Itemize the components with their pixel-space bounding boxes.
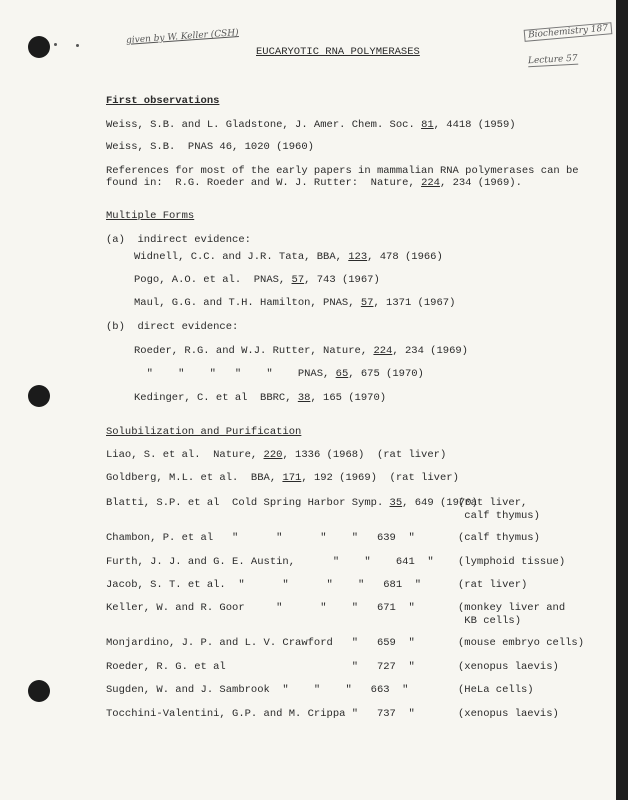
reference: Goldberg, M.L. et al. BBA, 171, 192 (1969) (rat liver) [106, 472, 459, 484]
reference: Roeder, R.G. and W.J. Rutter, Nature, 224, 234 (1969) [134, 345, 468, 357]
reference: Weiss, S.B. PNAS 46, 1020 (1960) [106, 141, 314, 153]
reference: Weiss, S.B. and L. Gladstone, J. Amer. Chem. Soc. 81, 4418 (1959) [106, 119, 516, 131]
reference: Liao, S. et al. Nature, 220, 1336 (1968) (rat liver) [106, 449, 447, 461]
review-note: References for most of the early papers in mammalian RNA polymerases can be [106, 165, 579, 177]
reference: Keller, W. and R. Goor " " " 671 " [106, 602, 415, 614]
reference: " " " " " PNAS, 65, 675 (1970) [134, 368, 424, 380]
reference-note: (xenopus laevis) [458, 708, 559, 720]
section-heading: First observations [106, 95, 220, 107]
page-title: EUCARYOTIC RNA POLYMERASES [256, 46, 420, 58]
handwritten-annotation: Lecture 57 [527, 53, 578, 67]
punch-hole [28, 36, 50, 58]
reference-note: (rat liver) [458, 579, 528, 591]
subsection-label: (b) direct evidence: [106, 321, 239, 333]
reference-note: (rat liver, calf thymus) [458, 497, 540, 522]
handwritten-annotation: given by W. Keller (CSH) [125, 28, 240, 46]
ink-dot [54, 43, 57, 46]
reference: Kedinger, C. et al BBRC, 38, 165 (1970) [134, 392, 387, 404]
reference-note: (HeLa cells) [458, 684, 534, 696]
punch-hole [28, 385, 50, 407]
reference: Tocchini-Valentini, G.P. and M. Crippa " 737 " [106, 708, 415, 720]
reference: Sugden, W. and J. Sambrook " " " 663 " [106, 684, 409, 696]
section-heading: Multiple Forms [106, 210, 195, 222]
reference-note: (xenopus laevis) [458, 661, 559, 673]
subsection-label: (a) indirect evidence: [106, 234, 251, 246]
reference: Furth, J. J. and G. E. Austin, " " 641 " [106, 556, 434, 568]
reference: Jacob, S. T. et al. " " " " 681 " [106, 579, 422, 591]
reference-note: (monkey liver and KB cells) [458, 602, 566, 627]
reference: Blatti, S.P. et al Cold Spring Harbor Symp. 35, 649 (1970) [106, 497, 478, 509]
reference: Roeder, R. G. et al " 727 " [106, 661, 415, 673]
section-heading: Solubilization and Purification [106, 426, 302, 438]
reference: Monjardino, J. P. and L. V. Crawford " 659 " [106, 637, 415, 649]
reference: Chambon, P. et al " " " " 639 " [106, 532, 415, 544]
handwritten-annotation: Biochemistry 187 [524, 22, 613, 42]
punch-hole [28, 680, 50, 702]
reference-note: (lymphoid tissue) [458, 556, 566, 568]
ink-dot [76, 44, 79, 47]
reference-note: (calf thymus) [458, 532, 540, 544]
reference: Widnell, C.C. and J.R. Tata, BBA, 123, 478 (1966) [134, 251, 443, 263]
reference: Pogo, A.O. et al. PNAS, 57, 743 (1967) [134, 274, 380, 286]
reference-note: (mouse embryo cells) [458, 637, 585, 649]
review-note: found in: R.G. Roeder and W. J. Rutter: Nature, 224, 234 (1969). [106, 177, 522, 189]
reference: Maul, G.G. and T.H. Hamilton, PNAS, 57, 1371 (1967) [134, 297, 456, 309]
